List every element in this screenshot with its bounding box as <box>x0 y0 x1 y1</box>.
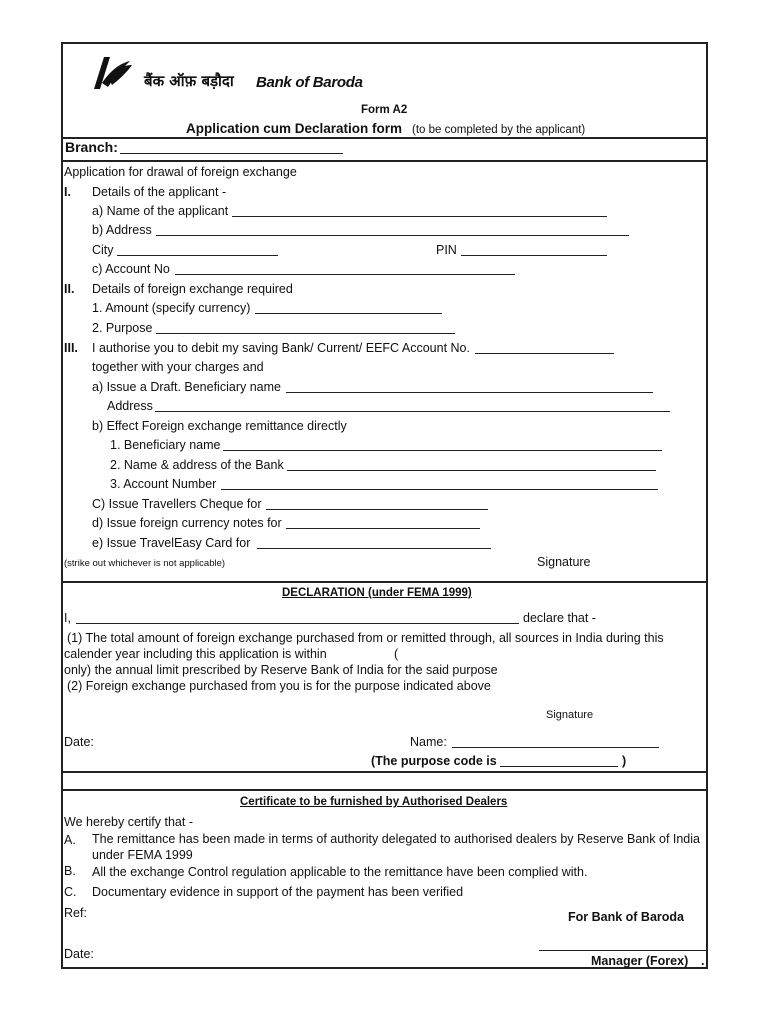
declaration-name-field[interactable] <box>452 747 659 748</box>
purpose-field[interactable] <box>156 333 455 334</box>
cert-c-number: C. <box>64 885 77 899</box>
travellers-cheque-label: C) Issue Travellers Cheque for <box>92 497 262 511</box>
draft-beneficiary-label: a) Issue a Draft. Beneficiary name <box>92 380 281 394</box>
account-field[interactable] <box>175 274 515 275</box>
strike-out-note: (strike out whichever is not applicable) <box>64 558 226 569</box>
account-number-field[interactable] <box>221 489 658 490</box>
declaration-para-1b: calender year including this application is within <box>64 647 327 661</box>
declarant-name-field[interactable] <box>76 623 519 624</box>
cert-b-text: All the exchange Control regulation applicable to the remittance have been complied with. <box>92 865 588 879</box>
bank-of-baroda-logo-icon <box>90 53 134 93</box>
section-2-title: Details of foreign exchange required <box>92 282 293 296</box>
declaration-title: DECLARATION (under FEMA 1999) <box>282 587 472 599</box>
for-bank-label: For Bank of Baroda <box>568 910 684 924</box>
beneficiary-name-field[interactable] <box>223 450 662 451</box>
declaration-para-1c: only) the annual limit prescribed by Reserve Bank of India for the said purpose <box>64 663 498 677</box>
section-3-number: III. <box>64 341 78 355</box>
traveleasy-card-label: e) Issue TravelEasy Card for <box>92 536 251 550</box>
currency-notes-label: d) Issue foreign currency notes for <box>92 516 282 530</box>
city-field[interactable] <box>117 255 278 256</box>
section-1-number: I. <box>64 185 71 199</box>
bank-name-english: Bank of Baroda <box>256 74 363 91</box>
address-field[interactable] <box>156 235 629 236</box>
draft-address-field[interactable] <box>155 411 670 412</box>
pin-field[interactable] <box>461 255 607 256</box>
certificate-intro: We hereby certify that - <box>64 815 193 829</box>
ref-label: Ref: <box>64 906 87 920</box>
declarant-prefix: I, <box>64 611 71 625</box>
manager-dot: . <box>701 954 705 968</box>
account-label: c) Account No <box>92 262 170 276</box>
declaration-divider <box>61 771 708 773</box>
certificate-top-divider <box>61 789 708 791</box>
form-title: Application cum Declaration form <box>186 121 403 136</box>
branch-field[interactable] <box>120 153 343 154</box>
applicant-name-label: a) Name of the applicant <box>92 204 229 218</box>
cert-a-line-2: under FEMA 1999 <box>92 848 193 862</box>
traveleasy-card-field[interactable] <box>257 548 491 549</box>
bank-address-field[interactable] <box>287 470 656 471</box>
beneficiary-name-label: 1. Beneficiary name <box>110 438 221 452</box>
amount-label: 1. Amount (specify currency) <box>92 301 251 315</box>
address-label: b) Address <box>92 223 152 237</box>
draft-address-label: Address <box>107 399 153 413</box>
certificate-date-label: Date: <box>64 947 94 961</box>
cert-a-number: A. <box>64 833 76 847</box>
purpose-code-field[interactable] <box>500 766 618 767</box>
amount-field[interactable] <box>255 313 442 314</box>
cert-a-line-1: The remittance has been made in terms of authority delegated to authorised dealers by Reserve Bank of India <box>92 832 700 846</box>
applicant-signature-label: Signature <box>537 555 591 569</box>
certificate-title: Certificate to be furnished by Authorised Dealers <box>240 796 508 808</box>
purpose-label: 2. Purpose <box>92 321 153 335</box>
debit-account-field[interactable] <box>475 353 614 354</box>
currency-notes-field[interactable] <box>286 528 480 529</box>
declaration-paren: ( <box>394 647 399 661</box>
applicant-name-field[interactable] <box>232 216 607 217</box>
form-number: Form A2 <box>361 104 408 116</box>
bank-name-hindi: बैंक ऑफ़ बड़ौदा <box>144 72 234 90</box>
manager-label: Manager (Forex) <box>591 954 689 968</box>
application-intro: Application for drawal of foreign exchange <box>64 165 297 179</box>
declaration-date-label: Date: <box>64 735 94 749</box>
declaration-signature-label: Signature <box>546 709 594 721</box>
declaration-name-label: Name: <box>410 735 447 749</box>
declaration-para-1a: (1) The total amount of foreign exchange purchased from or remitted through, all sources in India during this <box>67 631 664 645</box>
travellers-cheque-field[interactable] <box>266 509 488 510</box>
remittance-label: b) Effect Foreign exchange remittance directly <box>92 419 347 433</box>
pin-label: PIN <box>436 243 457 257</box>
header-divider <box>61 137 708 139</box>
declaration-para-2: (2) Foreign exchange purchased from you is for the purpose indicated above <box>67 679 491 693</box>
account-number-label: 3. Account Number <box>110 477 217 491</box>
city-label: City <box>92 243 114 257</box>
charges-text: together with your charges and <box>92 360 264 374</box>
manager-signature-field[interactable] <box>539 950 708 951</box>
cert-c-text: Documentary evidence in support of the payment has been verified <box>92 885 464 899</box>
branch-divider <box>61 160 708 162</box>
authorise-text: I authorise you to debit my saving Bank/ Current/ EEFC Account No. <box>92 341 470 355</box>
purpose-code-label: (The purpose code is <box>371 754 497 768</box>
cert-b-number: B. <box>64 864 76 878</box>
application-divider <box>61 581 708 583</box>
bank-address-label: 2. Name & address of the Bank <box>110 458 284 472</box>
form-title-note: (to be completed by the applicant) <box>412 124 586 136</box>
branch-label: Branch: <box>65 139 118 155</box>
section-2-number: II. <box>64 282 75 296</box>
declare-that-label: declare that - <box>523 611 596 625</box>
draft-beneficiary-field[interactable] <box>286 392 653 393</box>
section-1-title: Details of the applicant - <box>92 185 227 199</box>
purpose-code-close: ) <box>622 754 627 768</box>
